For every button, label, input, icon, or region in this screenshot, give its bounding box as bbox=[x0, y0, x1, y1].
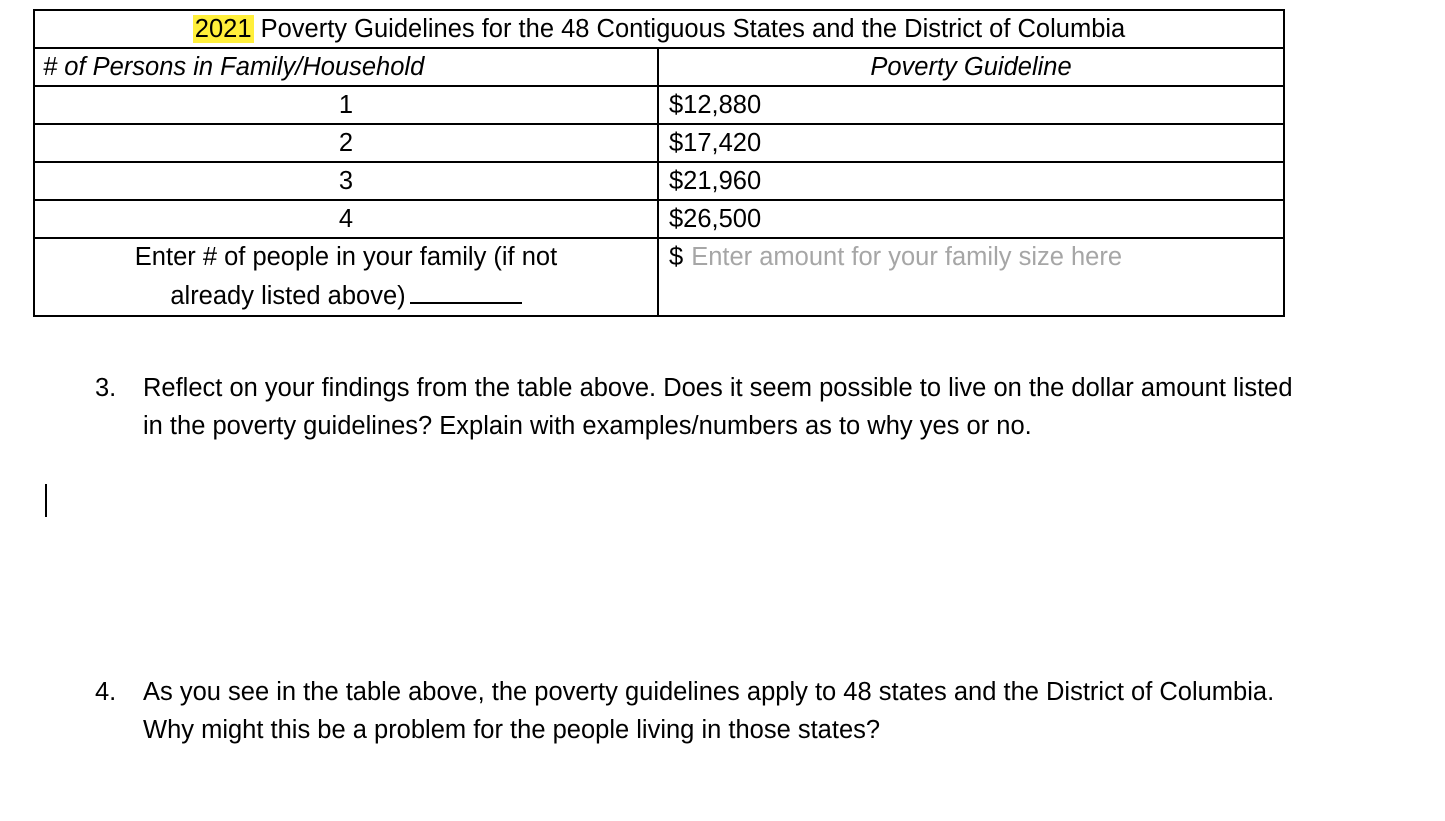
amount-cell: $26,500 bbox=[658, 200, 1284, 238]
question-number: 3. bbox=[95, 374, 117, 402]
persons-cell: 1 bbox=[34, 86, 658, 124]
dollar-sign: $ bbox=[669, 243, 684, 271]
table-title bbox=[34, 10, 1284, 48]
table-row bbox=[34, 162, 1284, 200]
amount-cell: $17,420 bbox=[658, 124, 1284, 162]
table-title-row bbox=[34, 10, 1284, 48]
poverty-guidelines-table bbox=[33, 9, 1285, 317]
family-entry-row bbox=[34, 238, 1284, 316]
family-amount-entry[interactable] bbox=[658, 238, 1284, 316]
title-text: Poverty Guidelines for the 48 Contiguous States and the District of Columbia bbox=[260, 15, 1126, 43]
table-row bbox=[34, 124, 1284, 162]
title-year-highlight: 2021 bbox=[194, 15, 252, 43]
persons-cell: 3 bbox=[34, 162, 658, 200]
question-text: As you see in the table above, the poverty guidelines apply to 48 states and the District of Columbia. Why might this be a problem for the people living in those states? bbox=[143, 678, 1275, 744]
table-row bbox=[34, 200, 1284, 238]
family-size-label-line2: already listed above) bbox=[170, 282, 406, 310]
header-guideline: Poverty Guideline bbox=[658, 48, 1284, 86]
persons-cell: 4 bbox=[34, 200, 658, 238]
text-cursor bbox=[45, 484, 47, 517]
amount-cell: $21,960 bbox=[658, 162, 1284, 200]
header-persons: # of Persons in Family/Household bbox=[34, 48, 658, 86]
family-size-blank[interactable] bbox=[410, 276, 522, 304]
question-3 bbox=[95, 369, 1310, 445]
question-number: 4. bbox=[95, 678, 117, 706]
family-size-label-line1: Enter # of people in your family (if not bbox=[134, 243, 558, 271]
family-size-entry[interactable] bbox=[34, 238, 658, 316]
table-row bbox=[34, 86, 1284, 124]
table-header-row bbox=[34, 48, 1284, 86]
question-text: Reflect on your findings from the table above. Does it seem possible to live on the dollar amount listed in the poverty guidelines? Explain with examples/numbers as to why yes or no. bbox=[143, 374, 1293, 440]
amount-cell: $12,880 bbox=[658, 86, 1284, 124]
question-4 bbox=[95, 673, 1310, 749]
persons-cell: 2 bbox=[34, 124, 658, 162]
amount-placeholder[interactable]: Enter amount for your family size here bbox=[691, 243, 1123, 271]
